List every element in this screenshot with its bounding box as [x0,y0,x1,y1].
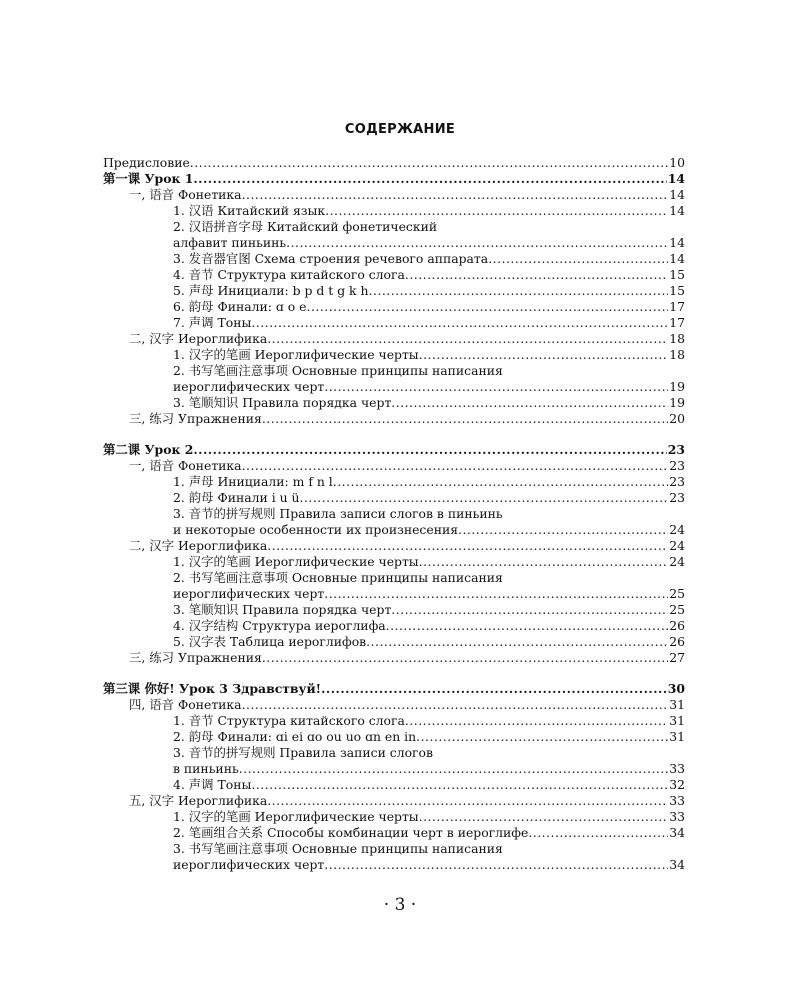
toc-entry-title: 第三课 你好! Урок 3 Здравствуй! [103,681,322,696]
toc-entry [103,299,685,315]
toc-entry [103,506,685,522]
toc-entry-title: 3. 笔顺知识 Правила порядка черт [173,602,392,617]
toc-entry-title: 第一课 Урок 1 [103,171,194,186]
toc-entry [103,681,685,697]
dot-leader [416,729,668,745]
toc-entry [103,777,685,793]
toc-entry [103,634,685,650]
toc-entry-page: 33 [669,793,685,808]
toc-entry-title: 1. 音节 Структура китайского слога [173,713,405,728]
toc-entry-page: 23 [669,474,685,489]
toc-entry-title: 4. 汉字结构 Структура иероглифа [173,618,386,633]
toc-entry [103,235,685,251]
toc-entry [103,219,685,235]
toc-entry-page: 32 [669,777,685,792]
toc-entry [103,203,685,219]
toc-entry [103,458,685,474]
toc-entry-page: 17 [669,315,685,330]
toc-entry-page: 24 [669,554,685,569]
toc-entry-page: 14 [669,235,685,250]
toc-entry-title: 5. 声母 Инициали: b p d t g k h [173,283,369,298]
dot-leader [267,538,668,554]
toc-entry-title: 5. 汉字表 Таблица иероглифов [173,634,367,649]
toc-entry-title: 1. 汉语 Китайский язык [173,203,326,218]
toc-entry-title: иероглифических черт [173,379,325,394]
toc-entry-page: 17 [669,299,685,314]
toc-entry-title: в пиньинь [173,761,239,776]
toc-entry [103,618,685,634]
dot-leader [369,283,669,299]
toc-entry-page: 18 [669,347,685,362]
toc-entry-title: 6. 韵母 Финали: ɑ o e [173,299,307,314]
toc-entry-page: 15 [669,283,685,298]
toc-entry [103,729,685,745]
toc-entry-title: 1. 汉字的笔画 Иероглифические черты [173,554,419,569]
toc-entry-title: 1. 声母 Инициали: m f n l [173,474,333,489]
toc-entry [103,713,685,729]
toc-entry-page: 25 [669,586,685,601]
dot-leader [321,681,667,697]
toc-entry [103,650,685,666]
toc-entry-title: иероглифических черт [173,586,325,601]
toc-entry [103,363,685,379]
dot-leader [366,634,668,650]
dot-leader [239,761,669,777]
toc-entry [103,187,685,203]
toc-entry-page: 23 [667,442,685,457]
toc-entry [103,331,685,347]
toc-entry [103,474,685,490]
dot-leader [325,203,668,219]
toc-entry-page: 18 [669,331,685,346]
toc-entry-title: 第二课 Урок 2 [103,442,194,457]
toc-entry [103,697,685,713]
toc-entry-page: 30 [667,681,685,696]
toc-entry-page: 10 [669,155,685,170]
dot-leader [458,522,668,538]
toc-entry-title: 三, 练习 Упражнения [129,411,262,426]
toc-entry-page: 25 [669,602,685,617]
toc-entry [103,379,685,395]
toc-entry-title: 三, 练习 Упражнения [129,650,262,665]
toc-entry [103,171,685,187]
toc-entry-page: 27 [669,650,685,665]
dot-leader [419,809,669,825]
dot-leader [419,554,669,570]
toc-entry-title: 一, 语音 Фонетика [129,187,242,202]
dot-leader [251,315,668,331]
toc-entry-title: 1. 汉字的笔画 Иероглифические черты [173,347,419,362]
dot-leader [405,267,668,283]
toc-entry-title: 四, 语音 Фонетика [129,697,242,712]
toc-entry-title: 2. 汉语拼音字母 Китайский фонетический [173,219,438,234]
toc-entry [103,841,685,857]
dot-leader [333,474,668,490]
toc-entry-page: 33 [669,809,685,824]
dot-leader [262,411,668,427]
toc-entry [103,395,685,411]
toc-entry-title: иероглифических черт [173,857,325,872]
dot-leader [267,331,668,347]
toc-entry-page: 26 [669,618,685,633]
toc-entry-page: 24 [669,538,685,553]
dot-leader [300,490,669,506]
dot-leader [324,857,668,873]
toc-entry [103,857,685,873]
dot-leader [386,618,669,634]
table-of-contents [103,155,685,873]
toc-entry-title: 4. 声调 Тоны [173,777,252,792]
dot-leader [262,650,668,666]
toc-entry-page: 24 [669,522,685,537]
toc-entry-title: 3. 音节的拼写规则 Правила записи слогов [173,745,433,760]
toc-entry-page: 14 [669,203,685,218]
toc-entry-title: 二, 汉字 Иероглифика [129,538,268,553]
dot-leader [307,299,669,315]
dot-leader [242,697,669,713]
toc-entry-page: 31 [669,729,685,744]
toc-entry-page: 23 [669,490,685,505]
dot-leader [405,713,668,729]
toc-entry [103,490,685,506]
dot-leader [528,825,668,841]
dot-leader [286,235,668,251]
toc-entry [103,267,685,283]
dot-leader [324,586,668,602]
dot-leader [193,171,666,187]
toc-entry-title: алфавит пиньинь [173,235,287,250]
dot-leader [190,155,668,171]
toc-entry-title: 2. 笔画组合关系 Способы комбинации черт в иероглифе [173,825,529,840]
toc-entry-page: 20 [669,411,685,426]
toc-entry [103,761,685,777]
toc-entry [103,251,685,267]
dot-leader [488,251,668,267]
toc-entry-page: 31 [669,697,685,712]
page-title: СОДЕРЖАНИЕ [344,122,456,137]
toc-entry-title: 3. 笔顺知识 Правила порядка черт [173,395,392,410]
toc-entry-page: 14 [669,251,685,266]
toc-entry-title: 一, 语音 Фонетика [129,458,242,473]
toc-entry-title: 五, 汉字 Иероглифика [129,793,268,808]
toc-entry-title: 3. 音节的拼写规则 Правила записи слогов в пиньинь [173,506,503,521]
toc-entry [103,570,685,586]
toc-entry-page: 31 [669,713,685,728]
dot-leader [324,379,668,395]
toc-entry [103,347,685,363]
dot-leader [419,347,669,363]
toc-entry-title: Предисловие [103,155,190,170]
toc-entry [103,283,685,299]
toc-entry [103,155,685,171]
toc-entry-page: 26 [669,634,685,649]
toc-entry-title: 二, 汉字 Иероглифика [129,331,268,346]
dot-leader [391,395,668,411]
toc-entry-title: 2. 书写笔画注意事项 Основные принципы написания [173,570,503,585]
dot-leader [193,442,666,458]
toc-entry [103,825,685,841]
toc-entry-title: 3. 发音器官图 Схема строения речевого аппарата [173,251,489,266]
toc-entry-page: 23 [669,458,685,473]
dot-leader [391,602,668,618]
dot-leader [242,458,669,474]
toc-entry-page: 19 [669,395,685,410]
toc-entry-page: 15 [669,267,685,282]
toc-entry-title: 2. 书写笔画注意事项 Основные принципы написания [173,363,503,378]
toc-entry-page: 33 [669,761,685,776]
dot-leader [267,793,668,809]
toc-entry [103,602,685,618]
toc-entry [103,809,685,825]
toc-entry [103,538,685,554]
toc-entry-page: 19 [669,379,685,394]
toc-entry-title: и некоторые особенности их произнесения [173,522,459,537]
toc-entry-title: 7. 声调 Тоны [173,315,252,330]
toc-entry-page: 14 [669,187,685,202]
toc-entry-title: 3. 书写笔画注意事项 Основные принципы написания [173,841,503,856]
toc-entry [103,522,685,538]
toc-entry-title: 1. 汉字的笔画 Иероглифические черты [173,809,419,824]
toc-entry-title: 4. 音节 Структура китайского слога [173,267,405,282]
toc-entry [103,554,685,570]
toc-entry [103,315,685,331]
toc-entry [103,442,685,458]
toc-entry [103,586,685,602]
toc-entry [103,411,685,427]
toc-entry-page: 34 [669,857,685,872]
toc-entry-title: 2. 韵母 Финали i u ü [173,490,300,505]
toc-entry-page: 14 [667,171,685,186]
page-number: · 3 · [383,895,417,915]
toc-entry [103,793,685,809]
toc-entry-page: 34 [669,825,685,840]
dot-leader [242,187,669,203]
toc-entry-title: 2. 韵母 Финали: ɑi ei ɑo ou uo ɑn en in [173,729,417,744]
toc-entry [103,745,685,761]
dot-leader [251,777,668,793]
